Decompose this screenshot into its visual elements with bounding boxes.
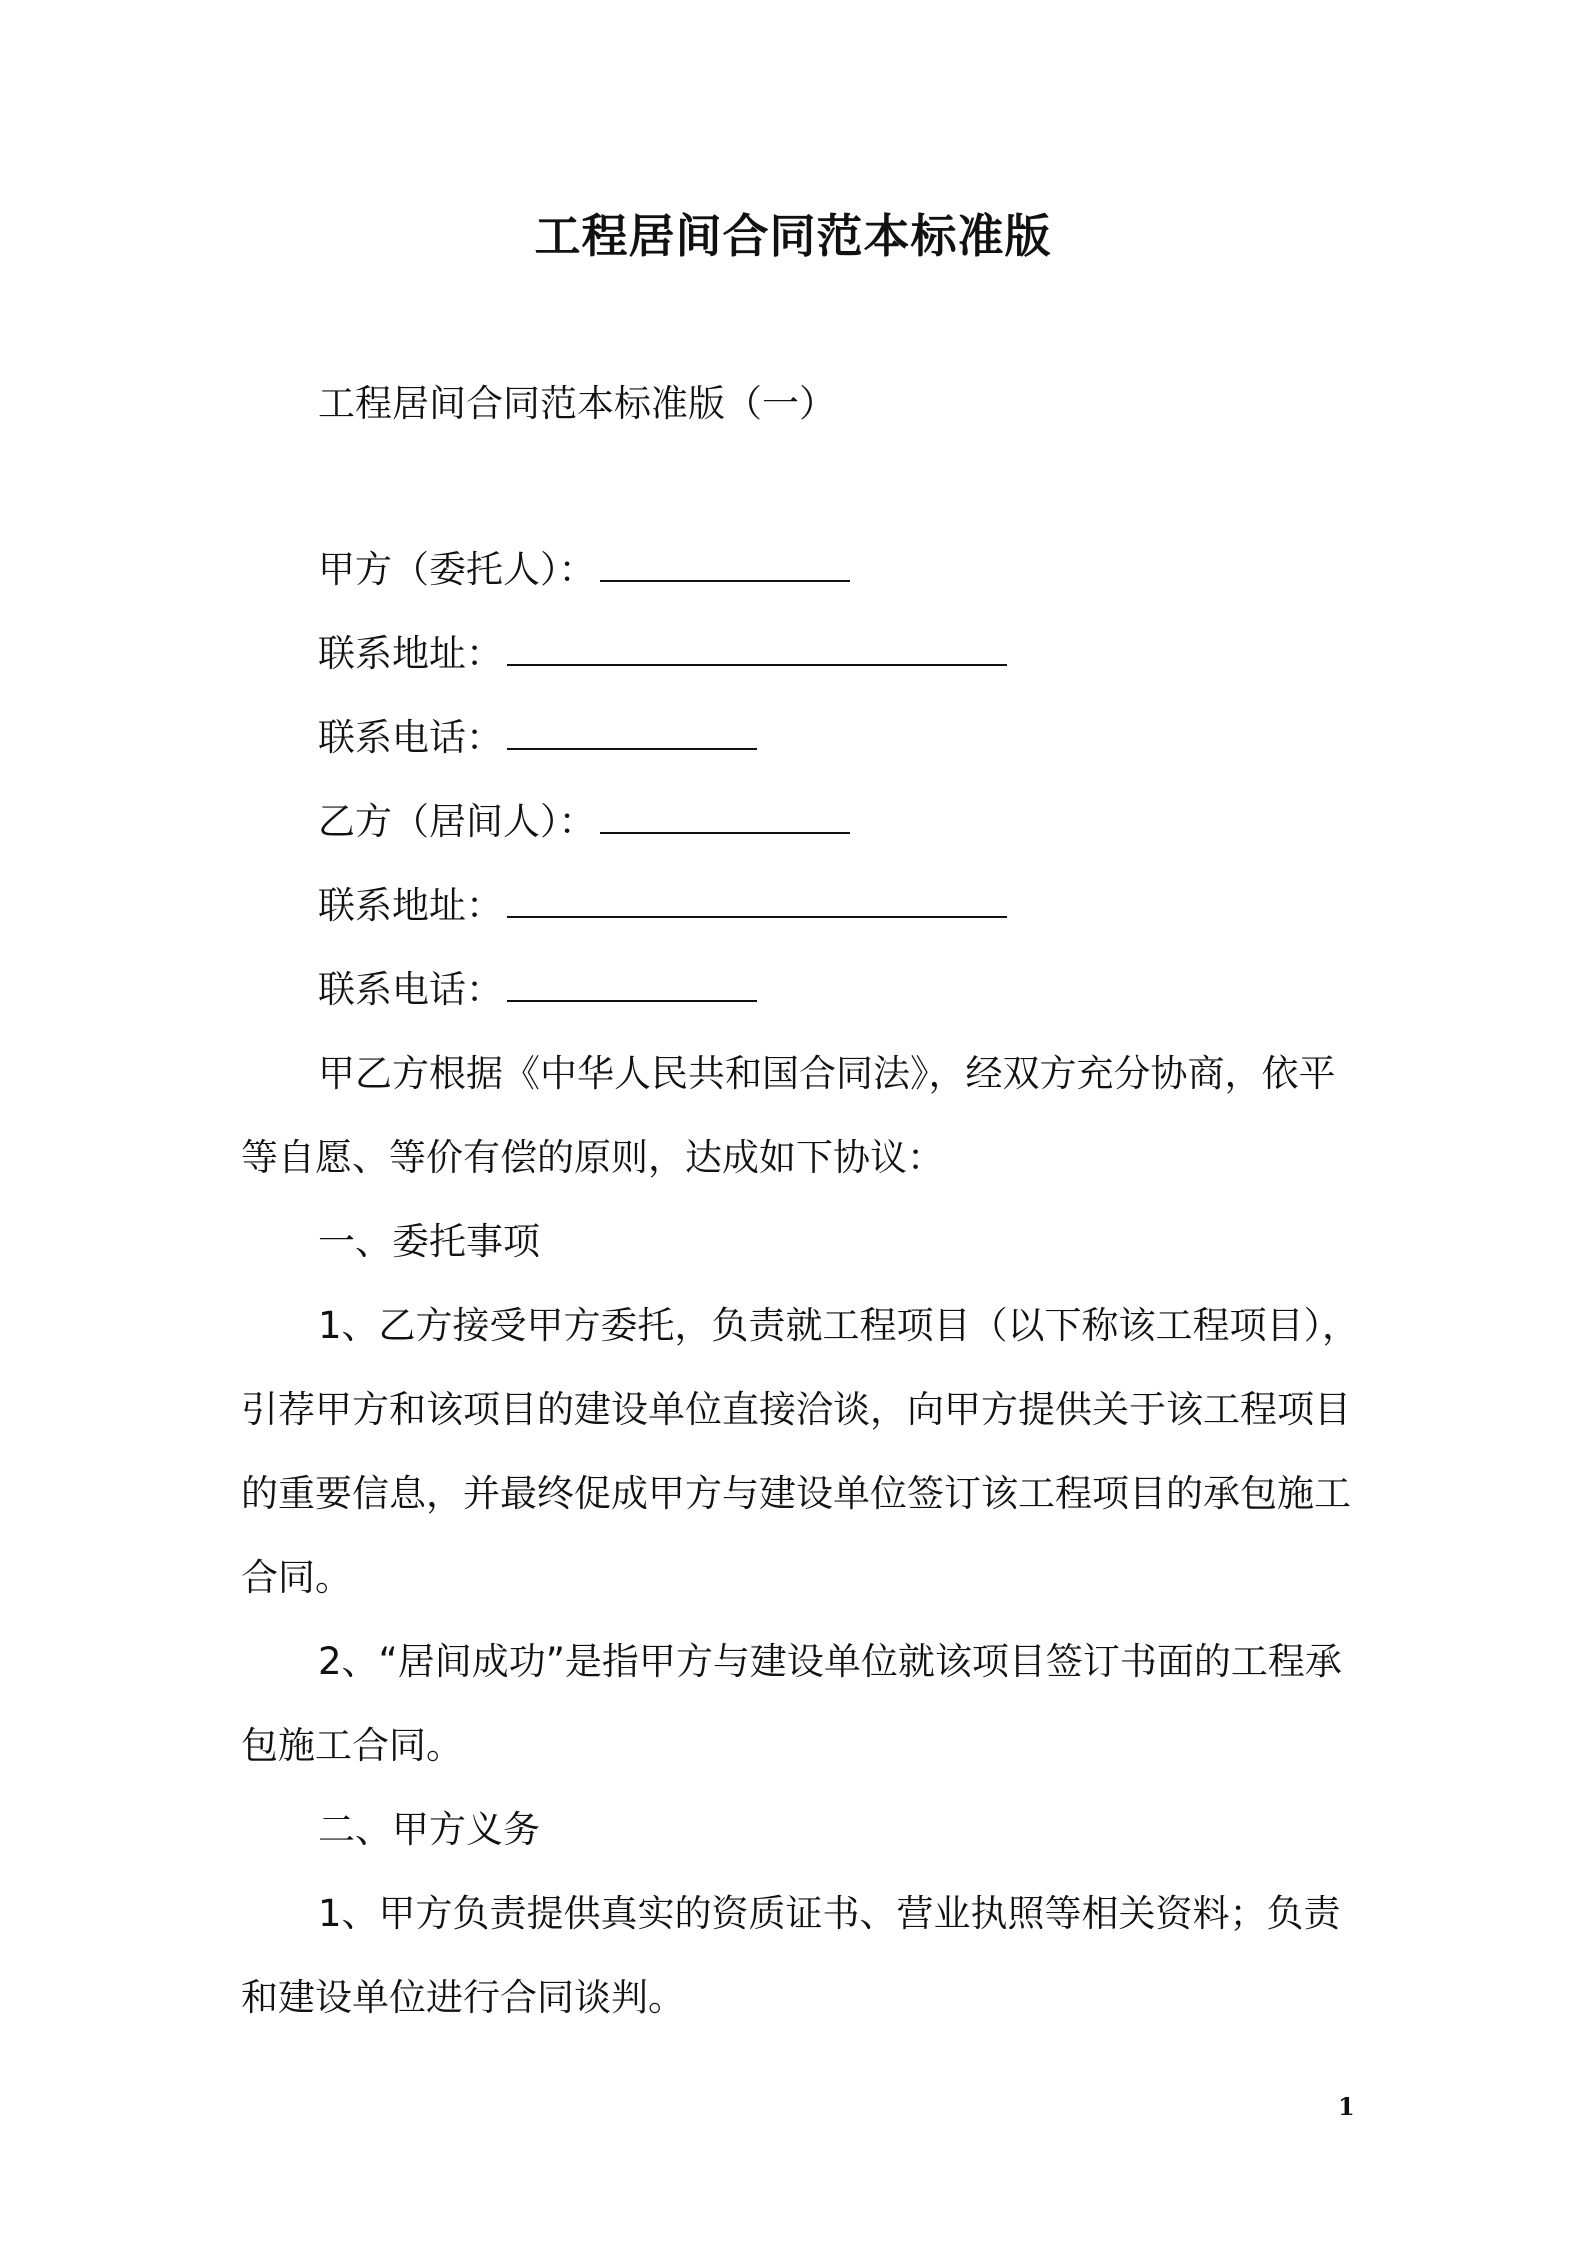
party-b-address-blank [507, 882, 1007, 918]
document-subtitle: 工程居间合同范本标准版（一） [318, 382, 836, 425]
intro-line-1: 甲乙方根据《中华人民共和国合同法》，经双方充分协商，依平 [318, 1052, 1336, 1095]
party-b-address-label: 联系地址： [318, 884, 503, 927]
s1-item2-line-1: 2、“居间成功”是指甲方与建设单位就该项目签订书面的工程承 [318, 1640, 1342, 1683]
party-a-field [318, 544, 850, 596]
s2-item1-line-2: 和建设单位进行合同谈判。 [241, 1976, 685, 2019]
party-a-address-blank [507, 630, 1007, 666]
document-title: 工程居间合同范本标准版 [534, 209, 1052, 263]
party-a-address-field [318, 628, 1007, 680]
party-b-field [318, 796, 850, 848]
intro-line-2: 等自愿、等价有偿的原则，达成如下协议： [241, 1136, 944, 1179]
party-a-label: 甲方（委托人）： [318, 548, 596, 591]
s2-item1-line-1: 1、甲方负责提供真实的资质证书、营业执照等相关资料；负责 [318, 1892, 1341, 1935]
party-a-phone-blank [507, 714, 757, 750]
s1-item1-line-2: 引荐甲方和该项目的建设单位直接洽谈，向甲方提供关于该工程项目 [241, 1388, 1351, 1431]
s1-item1-line-1: 1、乙方接受甲方委托，负责就工程项目（以下称该工程项目）， [318, 1304, 1360, 1347]
party-a-phone-field [318, 712, 757, 764]
party-a-address-label: 联系地址： [318, 632, 503, 675]
page-number: 1 [1338, 2092, 1355, 2121]
party-b-phone-label: 联系电话： [318, 968, 503, 1011]
party-a-phone-label: 联系电话： [318, 716, 503, 759]
party-b-label: 乙方（居间人）： [318, 800, 596, 843]
party-b-phone-field [318, 964, 757, 1016]
s1-item1-line-3: 的重要信息，并最终促成甲方与建设单位签订该工程项目的承包施工 [241, 1472, 1351, 1515]
s1-item1-line-4: 合同。 [241, 1556, 352, 1599]
section2-heading: 二、甲方义务 [318, 1808, 540, 1851]
party-b-address-field [318, 880, 1007, 932]
s1-item2-line-2: 包施工合同。 [241, 1724, 463, 1767]
party-b-phone-blank [507, 966, 757, 1002]
party-b-blank [600, 798, 850, 834]
section1-heading: 一、委托事项 [318, 1220, 540, 1263]
party-a-blank [600, 546, 850, 582]
